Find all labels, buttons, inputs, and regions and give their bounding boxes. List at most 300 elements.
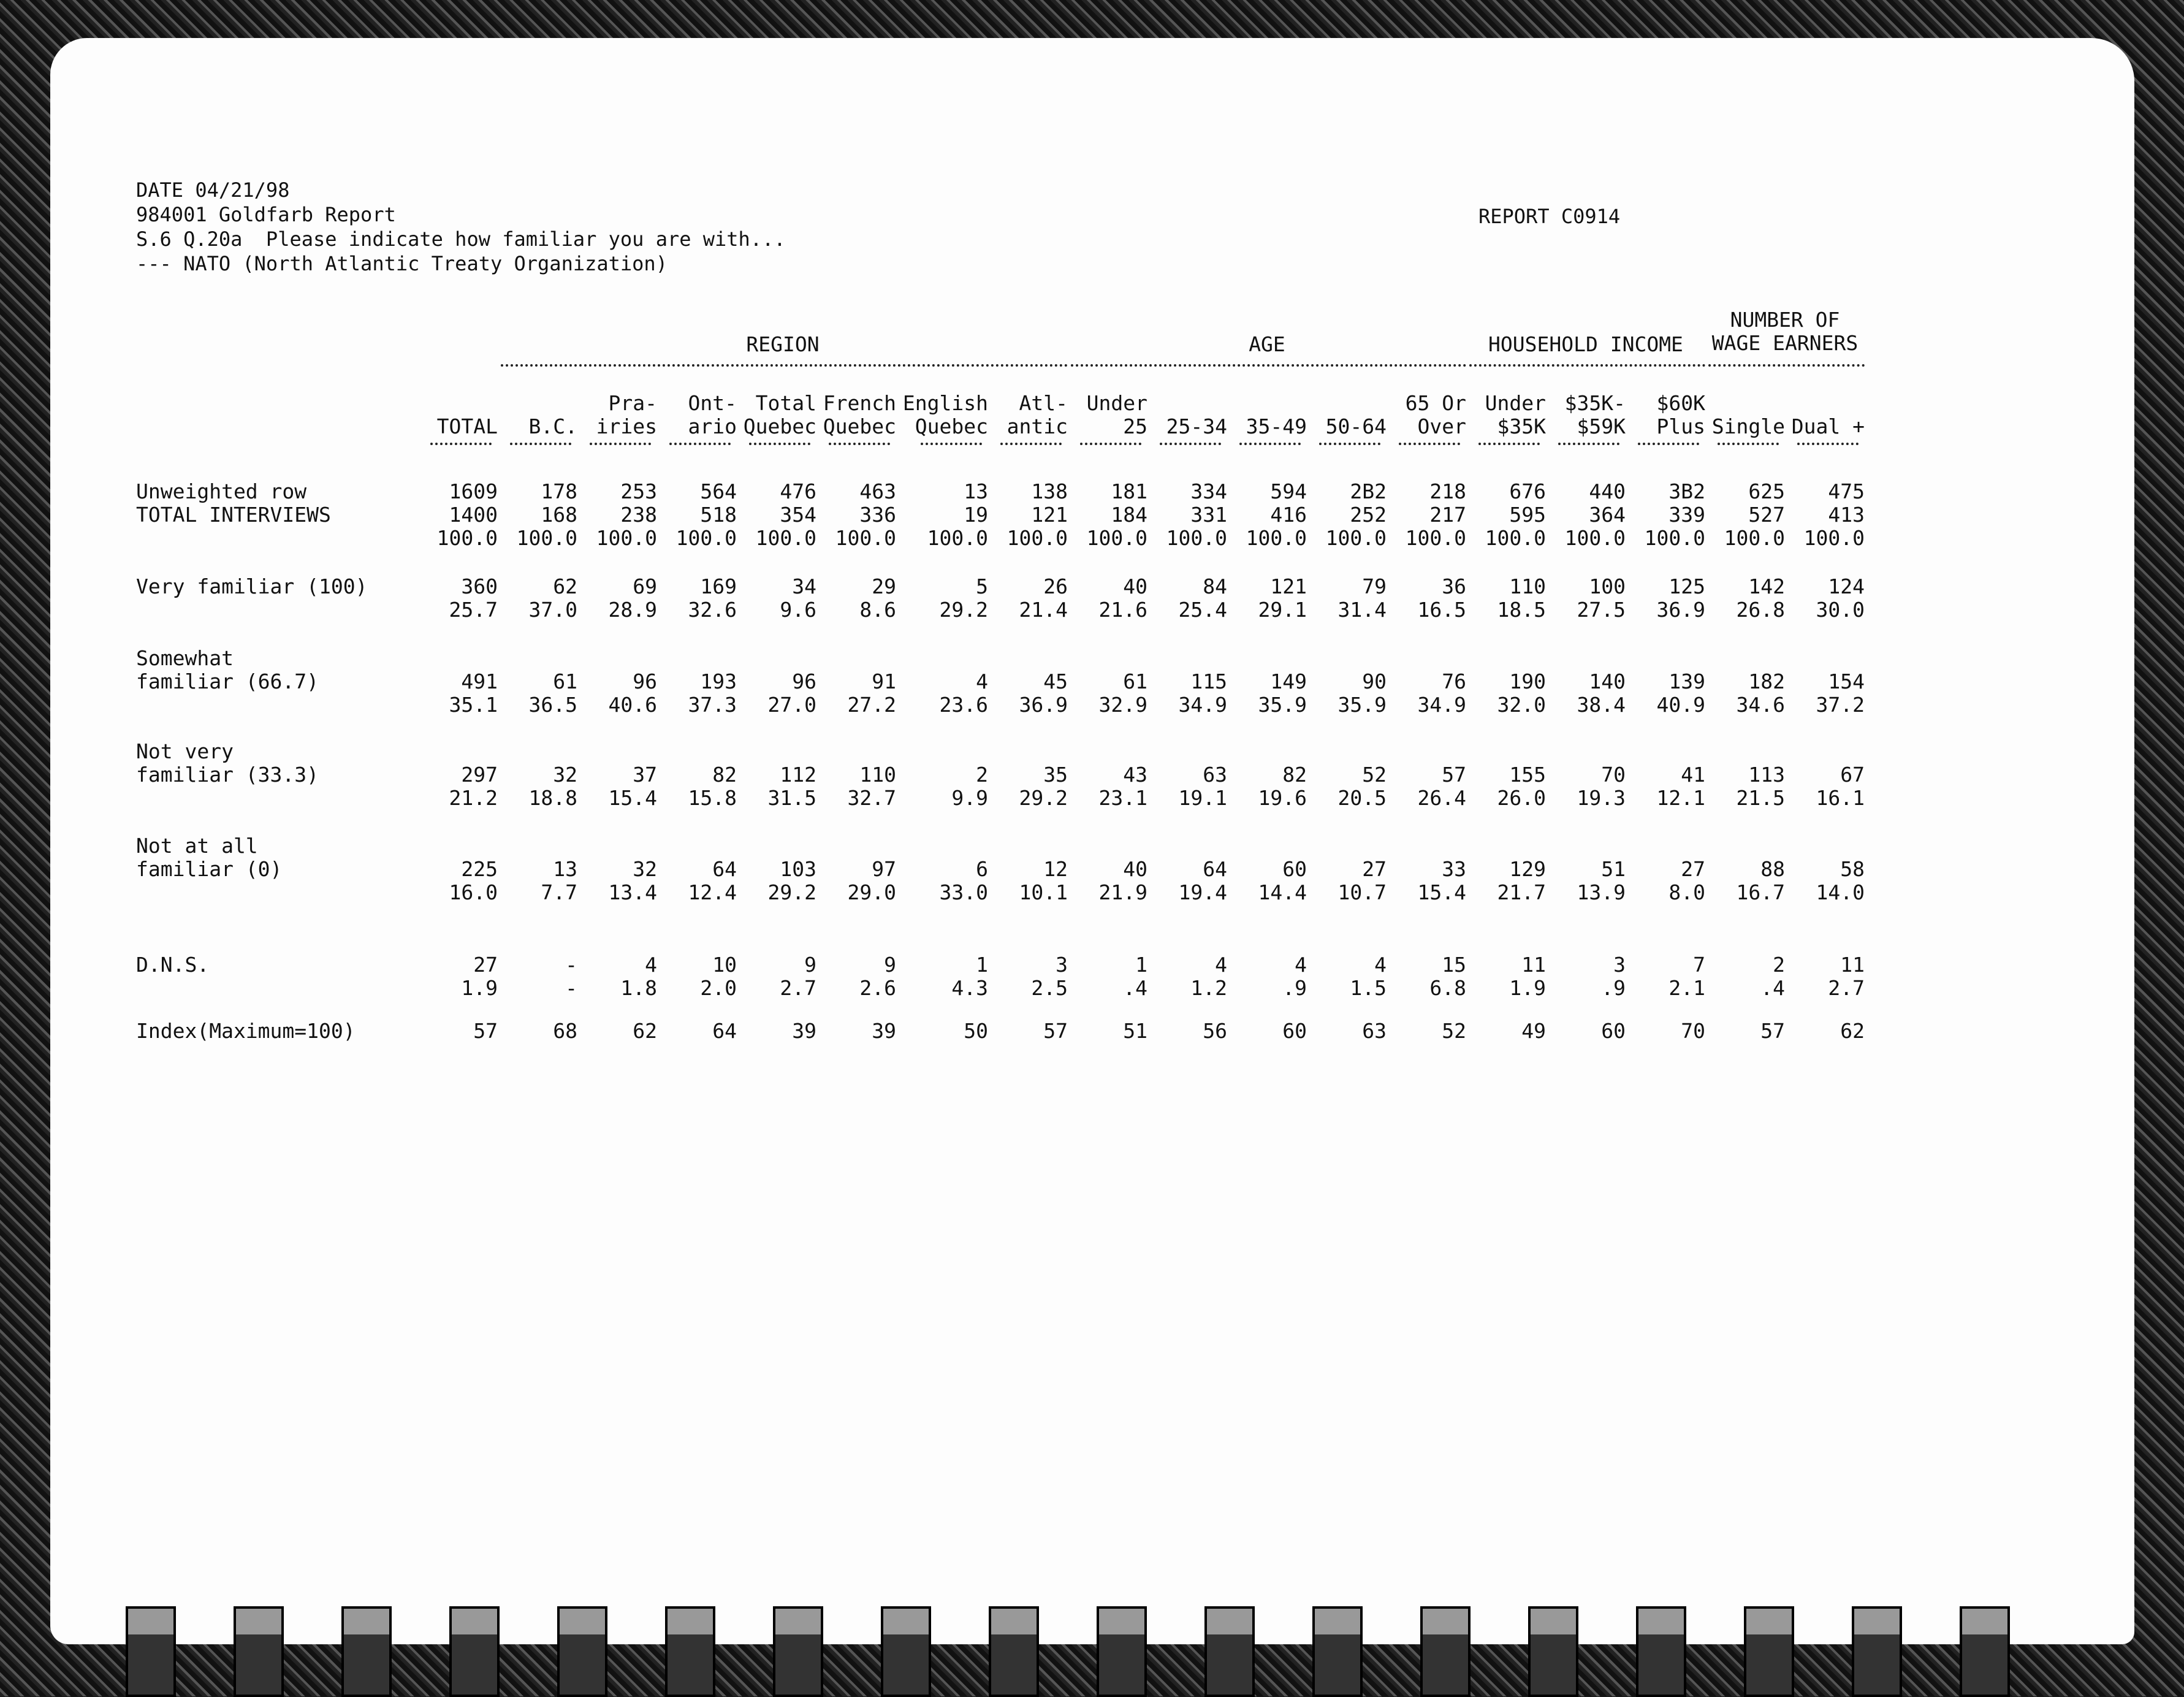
table-cell: 129 <box>1509 857 1546 881</box>
table-cell: 20.5 <box>1337 786 1387 810</box>
table-cell: 190 <box>1509 669 1546 693</box>
table-cell: 45 <box>1043 669 1068 693</box>
table-cell: 39 <box>872 1019 896 1043</box>
group-header: AGE <box>1249 332 1285 356</box>
row-label: Not at all <box>136 834 258 858</box>
table-cell: 14.4 <box>1258 880 1307 904</box>
table-cell: 331 <box>1190 503 1227 527</box>
group-underline <box>501 364 1068 367</box>
table-cell: 3 <box>1613 953 1626 977</box>
table-cell: 100.0 <box>675 526 737 550</box>
table-cell: 110 <box>859 763 896 787</box>
document-page <box>50 38 2134 1644</box>
table-cell: 6.8 <box>1429 976 1466 1000</box>
table-cell: 19 <box>964 503 988 527</box>
table-cell: 184 <box>1111 503 1147 527</box>
table-cell: 36.5 <box>528 693 577 717</box>
table-cell: 564 <box>700 479 737 503</box>
table-cell: 79 <box>1362 574 1387 598</box>
group-header: REGION <box>746 332 820 356</box>
table-cell: 21.9 <box>1098 880 1147 904</box>
table-cell: 33 <box>1442 857 1466 881</box>
table-cell: 100.0 <box>516 526 577 550</box>
column-header: antic <box>1006 414 1068 438</box>
table-cell: 416 <box>1270 503 1307 527</box>
table-cell: 41 <box>1681 763 1705 787</box>
table-cell: 26.4 <box>1417 786 1466 810</box>
table-cell: 40 <box>1123 574 1147 598</box>
table-cell: 61 <box>1123 669 1147 693</box>
table-cell: 7.7 <box>541 880 577 904</box>
table-cell: 29.2 <box>939 598 988 622</box>
table-cell: 413 <box>1828 503 1865 527</box>
binder-ring <box>449 1606 500 1697</box>
table-cell: 9.6 <box>780 598 816 622</box>
table-cell: 149 <box>1270 669 1307 693</box>
column-header: $35K- <box>1564 391 1626 415</box>
row-label: familiar (0) <box>136 857 283 881</box>
table-cell: 64 <box>712 1019 737 1043</box>
table-cell: 4 <box>1295 953 1307 977</box>
table-cell: 60 <box>1282 857 1307 881</box>
binder-ring <box>989 1606 1039 1697</box>
table-cell: 13.9 <box>1577 880 1626 904</box>
table-cell: 32.6 <box>688 598 737 622</box>
table-cell: 1.9 <box>1509 976 1546 1000</box>
table-cell: .9 <box>1601 976 1626 1000</box>
table-cell: 57 <box>1043 1019 1068 1043</box>
table-cell: 68 <box>553 1019 577 1043</box>
table-cell: 30.0 <box>1816 598 1865 622</box>
table-cell: 113 <box>1748 763 1785 787</box>
group-underline <box>1708 364 1865 367</box>
table-cell: 1 <box>1135 953 1147 977</box>
table-cell: 139 <box>1668 669 1705 693</box>
table-cell: 10 <box>712 953 737 977</box>
table-cell: 15.4 <box>608 786 657 810</box>
column-header: Quebec <box>915 414 988 438</box>
column-header: Total <box>755 391 816 415</box>
table-cell: 2.7 <box>780 976 816 1000</box>
table-cell: 594 <box>1270 479 1307 503</box>
table-cell: 1400 <box>449 503 498 527</box>
table-cell: 90 <box>1362 669 1387 693</box>
table-cell: 100.0 <box>436 526 498 550</box>
group-underline <box>1071 364 1466 367</box>
row-label: Very familiar (100) <box>136 574 368 598</box>
column-underline <box>1399 443 1460 445</box>
table-cell: 16.1 <box>1816 786 1865 810</box>
table-cell: 218 <box>1429 479 1466 503</box>
binder-ring <box>1420 1606 1471 1697</box>
table-cell: 19.3 <box>1577 786 1626 810</box>
table-cell: 100.0 <box>755 526 816 550</box>
table-cell: 3 <box>1056 953 1068 977</box>
table-cell: 110 <box>1509 574 1546 598</box>
binder-ring <box>881 1606 931 1697</box>
table-cell: 463 <box>859 479 896 503</box>
table-cell: - <box>565 976 577 1000</box>
table-cell: 34.9 <box>1178 693 1227 717</box>
table-cell: 40.6 <box>608 693 657 717</box>
table-cell: .9 <box>1282 976 1307 1000</box>
column-header: $35K <box>1497 414 1546 438</box>
table-cell: 97 <box>872 857 896 881</box>
table-cell: 518 <box>700 503 737 527</box>
table-cell: 84 <box>1203 574 1227 598</box>
table-cell: 25.4 <box>1178 598 1227 622</box>
table-cell: 440 <box>1589 479 1626 503</box>
table-cell: 182 <box>1748 669 1785 693</box>
table-cell: 121 <box>1031 503 1068 527</box>
column-header: iries <box>596 414 657 438</box>
table-cell: 1.5 <box>1350 976 1387 1000</box>
table-cell: 23.1 <box>1098 786 1147 810</box>
row-label: familiar (33.3) <box>136 763 319 787</box>
group-header: HOUSEHOLD INCOME <box>1488 332 1683 356</box>
table-cell: 36.9 <box>1019 693 1068 717</box>
table-cell: 181 <box>1111 479 1147 503</box>
table-cell: 63 <box>1203 763 1227 787</box>
survey-question: S.6 Q.20a Please indicate how familiar you are with... <box>136 227 786 251</box>
table-cell: 169 <box>700 574 737 598</box>
binder-ring <box>341 1606 392 1697</box>
table-cell: 138 <box>1031 479 1068 503</box>
column-underline <box>1558 443 1619 445</box>
binder-ring <box>126 1606 176 1697</box>
table-cell: .4 <box>1123 976 1147 1000</box>
table-cell: 4.3 <box>951 976 988 1000</box>
table-cell: 21.5 <box>1736 786 1785 810</box>
table-cell: 8.6 <box>859 598 896 622</box>
column-header: TOTAL <box>436 414 498 438</box>
table-cell: 178 <box>541 479 577 503</box>
table-cell: 2 <box>1773 953 1785 977</box>
row-label: TOTAL INTERVIEWS <box>136 503 331 527</box>
table-cell: 100.0 <box>596 526 657 550</box>
table-cell: 23.6 <box>939 693 988 717</box>
table-cell: 1.8 <box>620 976 657 1000</box>
table-cell: 16.5 <box>1417 598 1466 622</box>
table-cell: 100.0 <box>1166 526 1227 550</box>
table-cell: 29.0 <box>847 880 896 904</box>
table-cell: 676 <box>1509 479 1546 503</box>
survey-subject: --- NATO (North Atlantic Treaty Organization) <box>136 252 668 275</box>
table-cell: 100.0 <box>1405 526 1466 550</box>
binder-ring <box>1204 1606 1255 1697</box>
table-cell: 1.9 <box>461 976 498 1000</box>
column-underline <box>1239 443 1301 445</box>
table-cell: 62 <box>553 574 577 598</box>
table-cell: 10.1 <box>1019 880 1068 904</box>
table-cell: 70 <box>1681 1019 1705 1043</box>
table-cell: 4 <box>1374 953 1387 977</box>
table-cell: 27 <box>1681 857 1705 881</box>
table-cell: 527 <box>1748 503 1785 527</box>
table-cell: 100.0 <box>1485 526 1546 550</box>
column-header: Ont- <box>688 391 737 415</box>
table-cell: 112 <box>780 763 816 787</box>
table-cell: 100.0 <box>927 526 988 550</box>
table-cell: 32 <box>553 763 577 787</box>
row-label: D.N.S. <box>136 953 210 977</box>
table-cell: 33.0 <box>939 880 988 904</box>
table-cell: 100 <box>1589 574 1626 598</box>
table-cell: 58 <box>1840 857 1865 881</box>
table-cell: 27.2 <box>847 693 896 717</box>
table-cell: 88 <box>1760 857 1785 881</box>
group-underline <box>1469 364 1705 367</box>
column-header: ario <box>688 414 737 438</box>
table-cell: 6 <box>976 857 988 881</box>
spiral-binding <box>0 1606 2184 1696</box>
table-cell: 35.9 <box>1337 693 1387 717</box>
table-cell: 51 <box>1123 1019 1147 1043</box>
table-cell: 168 <box>541 503 577 527</box>
table-cell: 336 <box>859 503 896 527</box>
table-cell: 9.9 <box>951 786 988 810</box>
table-cell: 12.1 <box>1656 786 1705 810</box>
table-cell: 7 <box>1693 953 1705 977</box>
column-underline <box>1319 443 1380 445</box>
table-cell: 21.6 <box>1098 598 1147 622</box>
table-cell: 25.7 <box>449 598 498 622</box>
column-header: Atl- <box>1019 391 1068 415</box>
column-underline <box>1000 443 1062 445</box>
column-header: 25-34 <box>1166 414 1227 438</box>
binder-ring <box>557 1606 607 1697</box>
table-cell: 100.0 <box>835 526 896 550</box>
table-cell: 154 <box>1828 669 1865 693</box>
table-cell: 31.4 <box>1337 598 1387 622</box>
table-cell: 225 <box>461 857 498 881</box>
column-underline <box>1160 443 1221 445</box>
column-header: Quebec <box>823 414 896 438</box>
table-cell: 14.0 <box>1816 880 1865 904</box>
column-header: English <box>902 391 988 415</box>
table-cell: 4 <box>976 669 988 693</box>
table-cell: 125 <box>1668 574 1705 598</box>
table-cell: 100.0 <box>1803 526 1865 550</box>
table-cell: 91 <box>872 669 896 693</box>
table-cell: 364 <box>1589 503 1626 527</box>
table-cell: 27.5 <box>1577 598 1626 622</box>
table-cell: 32 <box>633 857 657 881</box>
table-cell: 27.0 <box>767 693 816 717</box>
column-header: Under <box>1485 391 1546 415</box>
table-cell: 40.9 <box>1656 693 1705 717</box>
table-cell: 100.0 <box>1086 526 1147 550</box>
binder-ring <box>1744 1606 1794 1697</box>
table-cell: 217 <box>1429 503 1466 527</box>
group-header: NUMBER OF <box>1730 308 1840 332</box>
table-cell: 2.1 <box>1668 976 1705 1000</box>
table-cell: 56 <box>1203 1019 1227 1043</box>
row-label: Not very <box>136 739 234 763</box>
table-cell: 13 <box>964 479 988 503</box>
table-cell: 38.4 <box>1577 693 1626 717</box>
column-header: Over <box>1417 414 1466 438</box>
table-cell: 16.0 <box>449 880 498 904</box>
table-cell: 96 <box>633 669 657 693</box>
table-cell: 103 <box>780 857 816 881</box>
table-cell: 4 <box>1215 953 1227 977</box>
table-cell: 5 <box>976 574 988 598</box>
table-cell: 476 <box>780 479 816 503</box>
group-header: WAGE EARNERS <box>1711 331 1859 355</box>
table-cell: 50 <box>964 1019 988 1043</box>
column-header: French <box>823 391 896 415</box>
table-cell: 2 <box>976 763 988 787</box>
table-cell: 1.2 <box>1190 976 1227 1000</box>
column-header: Quebec <box>743 414 816 438</box>
column-underline <box>669 443 731 445</box>
table-cell: 142 <box>1748 574 1785 598</box>
table-cell: 60 <box>1282 1019 1307 1043</box>
binder-ring <box>773 1606 823 1697</box>
table-cell: 52 <box>1442 1019 1466 1043</box>
table-cell: 49 <box>1521 1019 1546 1043</box>
report-code: REPORT C0914 <box>1478 205 1621 228</box>
table-cell: 9 <box>884 953 896 977</box>
table-cell: 27 <box>473 953 498 977</box>
binder-ring <box>1636 1606 1686 1697</box>
column-header: $60K <box>1656 391 1705 415</box>
table-cell: 252 <box>1350 503 1387 527</box>
table-cell: 13 <box>553 857 577 881</box>
table-cell: 64 <box>712 857 737 881</box>
table-cell: 62 <box>1840 1019 1865 1043</box>
table-cell: 26.0 <box>1497 786 1546 810</box>
table-cell: 2.7 <box>1828 976 1865 1000</box>
table-cell: 10.7 <box>1337 880 1387 904</box>
table-cell: 36.9 <box>1656 598 1705 622</box>
table-cell: 1 <box>976 953 988 977</box>
table-cell: 36 <box>1442 574 1466 598</box>
binder-ring <box>1528 1606 1578 1697</box>
column-underline <box>1080 443 1141 445</box>
table-cell: 354 <box>780 503 816 527</box>
column-header: 25 <box>1123 414 1147 438</box>
table-cell: 32.7 <box>847 786 896 810</box>
table-cell: 115 <box>1190 669 1227 693</box>
table-cell: 11 <box>1840 953 1865 977</box>
table-cell: 1609 <box>449 479 498 503</box>
table-cell: 32.0 <box>1497 693 1546 717</box>
table-cell: 96 <box>792 669 816 693</box>
column-header: Single <box>1711 414 1785 438</box>
table-cell: 11 <box>1521 953 1546 977</box>
table-cell: 2.6 <box>859 976 896 1000</box>
table-cell: 35 <box>1043 763 1068 787</box>
row-label: Somewhat <box>136 646 234 670</box>
table-cell: 100.0 <box>1006 526 1068 550</box>
column-header: 35-49 <box>1246 414 1307 438</box>
table-cell: 31.5 <box>767 786 816 810</box>
table-cell: 339 <box>1668 503 1705 527</box>
table-cell: 100.0 <box>1644 526 1705 550</box>
table-cell: 18.5 <box>1497 598 1546 622</box>
table-cell: 27 <box>1362 857 1387 881</box>
table-cell: 124 <box>1828 574 1865 598</box>
column-underline <box>829 443 890 445</box>
column-underline <box>749 443 810 445</box>
table-cell: 29.2 <box>767 880 816 904</box>
table-cell: 57 <box>1442 763 1466 787</box>
report-project: 984001 Goldfarb Report <box>136 203 396 226</box>
table-cell: 15.4 <box>1417 880 1466 904</box>
row-label: Unweighted row <box>136 479 307 503</box>
table-cell: 15.8 <box>688 786 737 810</box>
table-cell: 360 <box>461 574 498 598</box>
column-underline <box>510 443 571 445</box>
column-underline <box>1718 443 1779 445</box>
table-cell: 26.8 <box>1736 598 1785 622</box>
table-cell: 238 <box>620 503 657 527</box>
column-underline <box>1638 443 1699 445</box>
table-cell: 16.7 <box>1736 880 1785 904</box>
table-cell: 32.9 <box>1098 693 1147 717</box>
table-cell: 2B2 <box>1350 479 1387 503</box>
column-underline <box>430 443 492 445</box>
table-cell: 18.8 <box>528 786 577 810</box>
table-cell: 21.7 <box>1497 880 1546 904</box>
table-cell: 12 <box>1043 857 1068 881</box>
column-header: $59K <box>1577 414 1626 438</box>
column-underline <box>1797 443 1859 445</box>
table-cell: 52 <box>1362 763 1387 787</box>
binder-ring <box>1852 1606 1902 1697</box>
table-cell: 19.1 <box>1178 786 1227 810</box>
table-cell: 3B2 <box>1668 479 1705 503</box>
table-cell: 334 <box>1190 479 1227 503</box>
table-cell: 491 <box>461 669 498 693</box>
column-header: Under <box>1086 391 1147 415</box>
table-cell: 21.4 <box>1019 598 1068 622</box>
table-cell: 63 <box>1362 1019 1387 1043</box>
row-label: Index(Maximum=100) <box>136 1019 356 1043</box>
table-cell: 51 <box>1601 857 1626 881</box>
table-cell: 193 <box>700 669 737 693</box>
table-cell: 100.0 <box>1724 526 1785 550</box>
table-cell: 297 <box>461 763 498 787</box>
table-cell: 100.0 <box>1246 526 1307 550</box>
table-cell: 34.6 <box>1736 693 1785 717</box>
table-cell: 40 <box>1123 857 1147 881</box>
table-cell: 39 <box>792 1019 816 1043</box>
table-cell: 60 <box>1601 1019 1626 1043</box>
table-cell: 57 <box>473 1019 498 1043</box>
table-cell: 155 <box>1509 763 1546 787</box>
column-header: Pra- <box>608 391 657 415</box>
table-cell: 62 <box>633 1019 657 1043</box>
table-cell: 28.9 <box>608 598 657 622</box>
table-cell: 12.4 <box>688 880 737 904</box>
column-underline <box>590 443 651 445</box>
column-header: 50-64 <box>1325 414 1387 438</box>
column-header: B.C. <box>528 414 577 438</box>
table-cell: .4 <box>1760 976 1785 1000</box>
column-header: 65 Or <box>1405 391 1466 415</box>
column-underline <box>921 443 982 445</box>
table-cell: 9 <box>804 953 816 977</box>
table-cell: 2.0 <box>700 976 737 1000</box>
row-label: familiar (66.7) <box>136 669 319 693</box>
table-cell: 15 <box>1442 953 1466 977</box>
table-cell: 67 <box>1840 763 1865 787</box>
table-cell: 475 <box>1828 479 1865 503</box>
table-cell: 34.9 <box>1417 693 1466 717</box>
